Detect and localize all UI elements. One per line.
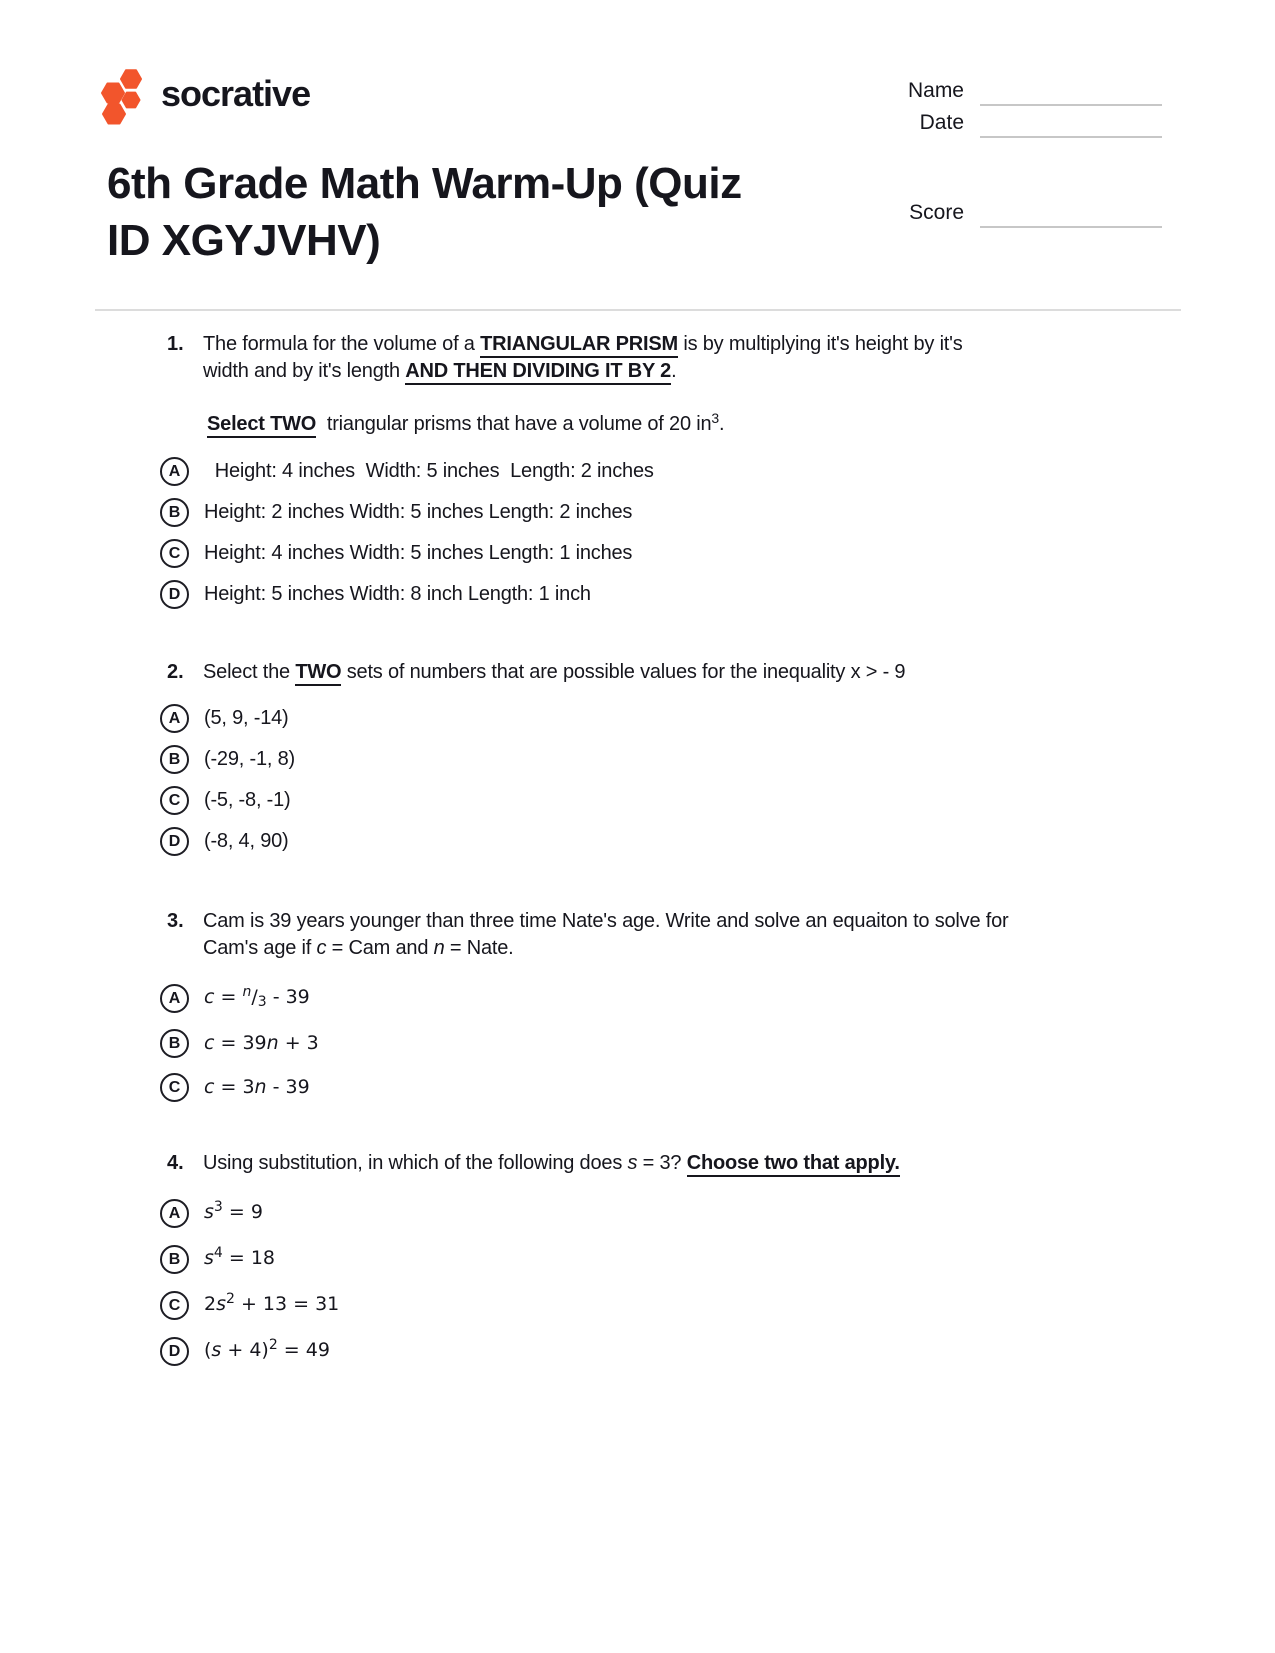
option-bubble-b[interactable]: B	[160, 1245, 189, 1274]
option-bubble-a[interactable]: A	[160, 1199, 189, 1228]
student-fields	[875, 74, 1162, 228]
question-text: Select the TWO sets of numbers that are possible values for the inequality x > - 9	[203, 659, 1167, 686]
question-number: 3.	[167, 910, 184, 932]
answer-option-a	[160, 983, 1167, 1014]
question-text: Using substitution, in which of the following does s = 3? Choose two that apply.	[203, 1150, 1167, 1177]
option-text: c = 3n - 39	[204, 1076, 310, 1098]
answer-option-b	[160, 498, 1167, 527]
answer-option-a	[160, 704, 1167, 733]
score-field-row	[875, 196, 1162, 228]
answer-option-c	[160, 786, 1167, 815]
answer-option-c	[160, 1290, 1167, 1321]
answer-option-d	[160, 827, 1167, 856]
question-1	[167, 331, 1167, 609]
answer-options	[160, 692, 1167, 856]
socrative-logo	[100, 68, 310, 126]
option-bubble-c[interactable]: C	[160, 539, 189, 568]
option-bubble-c[interactable]: C	[160, 1291, 189, 1320]
option-text: c = 39n + 3	[204, 1032, 319, 1054]
question-text: The formula for the volume of a TRIANGULAR PRISM is by multiplying it's height by it's width and by it's length AND THEN DIVIDING IT BY 2.	[203, 331, 1167, 385]
question-4	[167, 1150, 1167, 1367]
answer-option-d	[160, 580, 1167, 609]
option-bubble-c[interactable]: C	[160, 1073, 189, 1102]
answer-option-c	[160, 1073, 1167, 1102]
score-label: Score	[909, 201, 964, 224]
answer-options	[160, 968, 1167, 1102]
brand-name: socrative	[161, 73, 311, 114]
questions-list	[167, 331, 1167, 1367]
option-text: (-29, -1, 8)	[204, 748, 295, 770]
option-bubble-d[interactable]: D	[160, 580, 189, 609]
option-bubble-b[interactable]: B	[160, 498, 189, 527]
option-bubble-a[interactable]: A	[160, 704, 189, 733]
option-bubble-c[interactable]: C	[160, 786, 189, 815]
option-text: $s^3 = 9$	[204, 1199, 263, 1223]
option-text: $2s^2 + 13 = 31$	[204, 1291, 340, 1315]
question-subprompt: Select TWO triangular prisms that have a volume of 20 $in^3$.	[203, 411, 1167, 439]
question-text: Cam is 39 years younger than three time Nate's age. Write and solve an equaiton to solve for Cam's age if c = Cam and n = Nate.	[203, 910, 1009, 959]
name-blank-line[interactable]	[980, 78, 1162, 106]
option-bubble-b[interactable]: B	[160, 745, 189, 774]
option-text: $s^4 = 18$	[204, 1245, 276, 1269]
option-text: Height: 4 inches Width: 5 inches Length: 2 inches	[204, 460, 654, 482]
answer-option-b	[160, 745, 1167, 774]
quiz-title: 6th Grade Math Warm-Up (Quiz ID XGYJVHV)	[107, 159, 742, 265]
name-field-row	[875, 74, 1162, 106]
question-number: 2.	[167, 661, 184, 683]
socrative-hexagons-icon	[100, 68, 146, 126]
name-label: Name	[907, 79, 964, 102]
answer-options	[160, 1183, 1167, 1367]
option-text: (5, 9, -14)	[204, 707, 289, 729]
answer-option-a	[160, 1198, 1167, 1229]
answer-options	[160, 445, 1167, 609]
answer-option-b	[160, 1244, 1167, 1275]
answer-option-a	[160, 457, 1167, 486]
answer-option-b	[160, 1029, 1167, 1058]
option-text: Height: 5 inches Width: 8 inch Length: 1 inch	[204, 583, 591, 605]
date-blank-line[interactable]	[980, 110, 1162, 138]
option-bubble-d[interactable]: D	[160, 827, 189, 856]
option-text: (-8, 4, 90)	[204, 830, 289, 852]
answer-option-c	[160, 539, 1167, 568]
option-text: $(s + 4)^2 = 49$	[204, 1337, 330, 1361]
score-blank-line[interactable]	[980, 200, 1162, 228]
option-text: Height: 2 inches Width: 5 inches Length: 2 inches	[204, 501, 633, 523]
question-3	[167, 908, 1167, 1102]
question-number: 4.	[167, 1152, 184, 1174]
option-text: (-5, -8, -1)	[204, 789, 291, 811]
option-bubble-a[interactable]: A	[160, 984, 189, 1013]
option-bubble-a[interactable]: A	[160, 457, 189, 486]
option-text: Height: 4 inches Width: 5 inches Length: 1 inches	[204, 542, 633, 564]
header-divider	[95, 309, 1181, 311]
option-text: c = $^n$/3 - 39	[204, 984, 310, 1010]
date-field-row	[875, 106, 1162, 138]
date-label: Date	[919, 111, 964, 134]
answer-option-d	[160, 1336, 1167, 1367]
option-bubble-b[interactable]: B	[160, 1029, 189, 1058]
question-2	[167, 659, 1167, 856]
option-bubble-d[interactable]: D	[160, 1337, 189, 1366]
question-number: 1.	[167, 333, 184, 355]
